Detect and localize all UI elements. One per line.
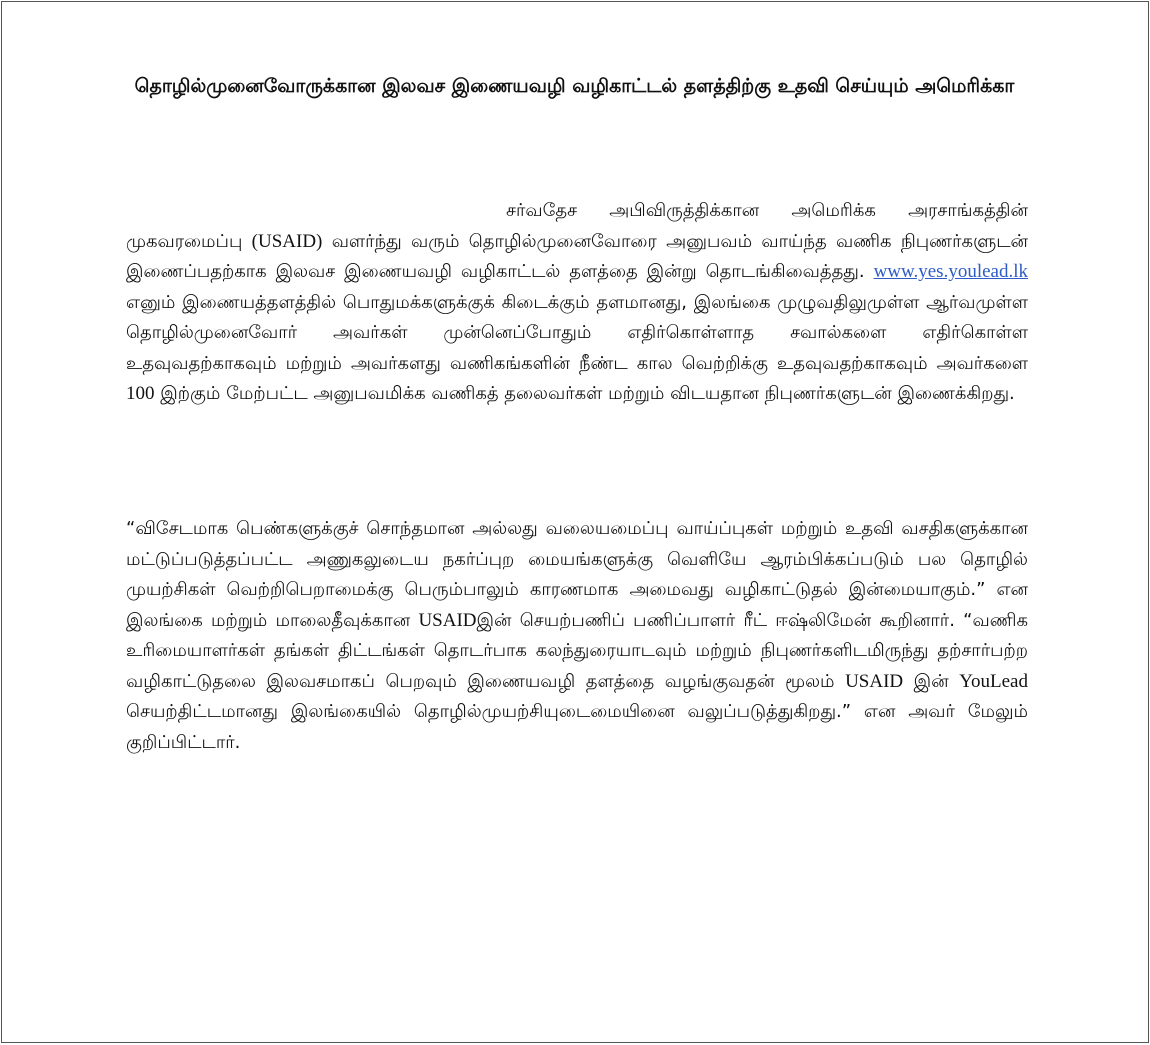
paragraph-2-text-b: இன் செயற்பணிப் பணிப்பாளர் ரீட் ஈஷ்லிமேன் கூறினார். “வணிக உரிமையாளர்கள் தங்கள் திட்டங்கள் தொடர்பாக கலந்துரையாடவும் மற்றும் நிபுணர்களிடமிருந்து தற்சார்பற்ற வழிகாட்டுதலை இலவசமாகப் பெறவும் இணையவழி தளத்தை வழங்குவதன் மூலம் [126, 609, 1028, 692]
paragraph-1-text-c: எனும் இணையத்தளத்தில் பொதுமக்களுக்குக் கிடைக்கும் தளமானது, இலங்கை முழுவதிலுமுள்ள ஆர்வமுள்ள தொழில்முனைவோர் அவர்கள் முன்னெப்போதும் எதிர்கொள்ளாத சவால்களை எதிர்கொள்ள உதவுவதற்காகவும் மற்றும் அவர்களது வணிகங்களின் நீண்ட கால வெற்றிக்கு உதவுவதற்காகவும் அவர்களை [126, 291, 1028, 374]
usaid-abbreviation: USAID [418, 609, 477, 631]
document-title: தொழில்முனைவோருக்கான இலவச இணையவழி வழிகாட்டல் தளத்திற்கு உதவி செய்யும் அமெரிக்கா [134, 75, 1015, 97]
usaid-abbreviation: USAID [845, 670, 904, 692]
document-page [1, 1, 1149, 1043]
paragraph-2 [126, 514, 1028, 758]
paragraph-1-text-b: வளர்ந்து வரும் தொழில்முனைவோரை அனுபவம் வாய்ந்த வணிக நிபுணர்களுடன் இணைப்பதற்காக இலவச இணையவழி வழிகாட்டல் தளத்தை இன்று தொடங்கிவைத்தது. [126, 230, 1028, 282]
paragraph-1-text-a: சர்வதேச அபிவிருத்திக்கான அமெரிக்க அரசாங்கத்தின் முகவரமைப்பு [126, 200, 1028, 252]
paragraph-2-text-d: செயற்திட்டமானது இலங்கையில் தொழில்முயற்சியுடைமையினை வலுப்படுத்துகிறது.” என அவர் மேலும் குறிப்பிட்டார். [126, 701, 1028, 753]
paragraph-1-text-d: இற்கும் மேற்பட்ட அனுபவமிக்க வணிகத் தலைவர்கள் மற்றும் விடயதான நிபுணர்களுடன் இணைக்கிறது. [154, 383, 1015, 404]
paragraph-2-text-a: “விசேடமாக பெண்களுக்குச் சொந்தமான அல்லது வலையமைப்பு வாய்ப்புகள் மற்றும் உதவி வசதிகளுக்கான மட்டுப்படுத்தப்பட்ட அணுகலுடைய நகர்ப்புற மையங்களுக்கு வெளியே ஆரம்பிக்கப்படும் பல தொழில் முயற்சிகள் வெற்றிபெறாமைக்கு பெரும்பாலும் காரணமாக அமைவது வழிகாட்டுதல் இன்மையாகும்.” என இலங்கை மற்றும் மாலைதீவுக்கான [126, 518, 1028, 631]
mentor-count: 100 [126, 383, 155, 404]
paragraph-2-text-c: இன் [903, 670, 960, 692]
paragraph-1 [126, 196, 1028, 410]
website-link[interactable]: www.yes.youlead.lk [873, 261, 1028, 282]
youlead-program-name: YouLead [959, 670, 1028, 692]
usaid-abbreviation: (USAID) [251, 230, 323, 252]
